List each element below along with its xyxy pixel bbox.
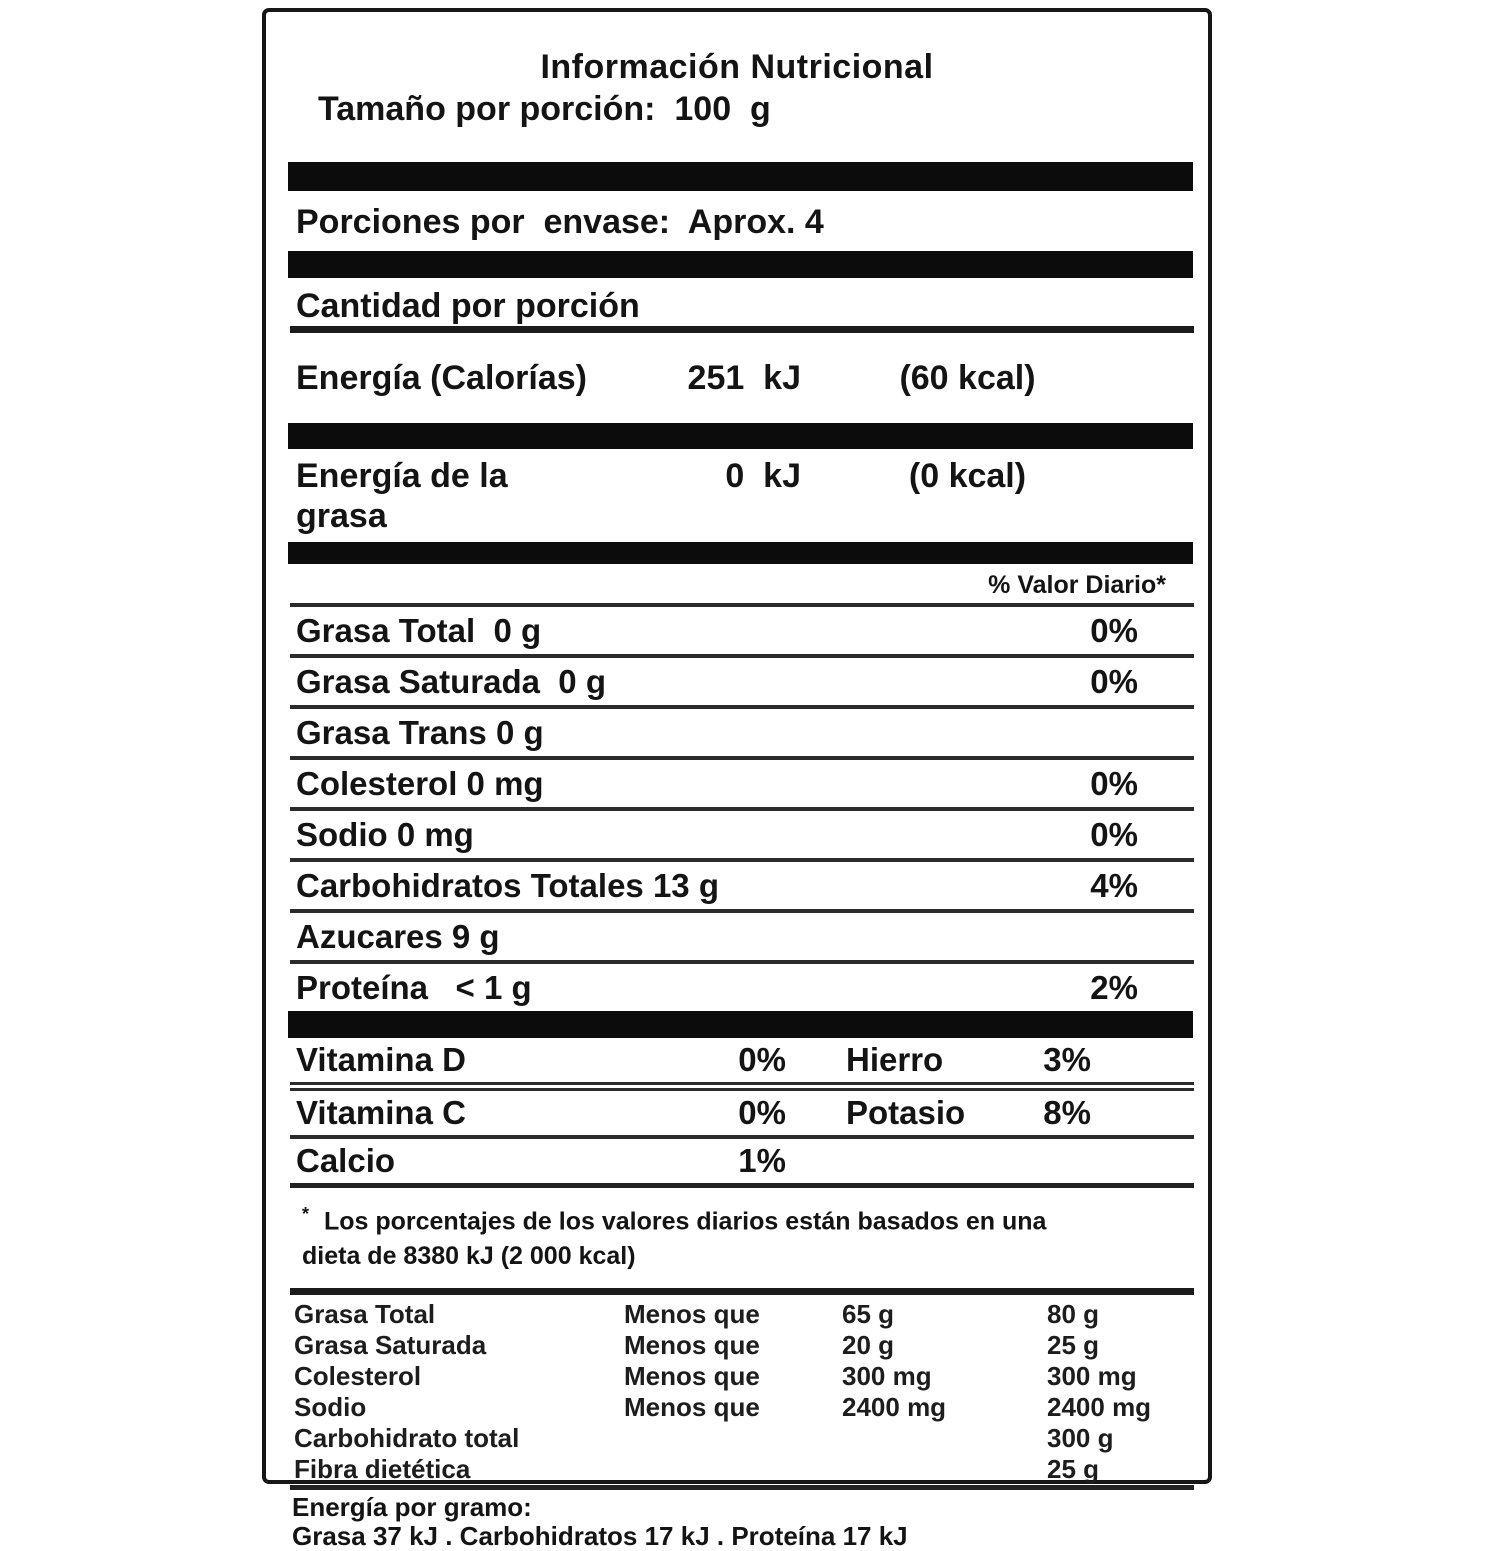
energy-from-fat-row: [266, 456, 1208, 536]
daily-value-footnote: [266, 1198, 1208, 1273]
panel-title: Información Nutricional: [540, 48, 934, 86]
vitamin-name: Vitamina C: [296, 1094, 466, 1131]
daily-value-header: % Valor Diario*: [988, 571, 1166, 599]
amount-per-serving-row: [266, 286, 1208, 326]
vitamin-row-c-potassium: [266, 1091, 1208, 1135]
vitamin-value: 0%: [738, 1041, 786, 1078]
divider-bar: [288, 542, 1193, 564]
nutrient-daily-value: 0%: [1090, 611, 1138, 649]
divider-bar: [288, 251, 1193, 278]
energy-kj-value: 0 kJ: [725, 457, 801, 495]
reference-row-sodium: [266, 1392, 1208, 1423]
reference-name: Colesterol: [294, 1361, 422, 1392]
reference-value-2500: 2400 mg: [1047, 1392, 1152, 1423]
energy-per-gram-values: Grasa 37 kJ . Carbohidratos 17 kJ . Proteína 17 kJ: [292, 1521, 908, 1551]
nutrient-row-total-fat: [266, 607, 1208, 654]
nutrient-label: Proteína < 1 g: [296, 968, 532, 1006]
vitamin-row-calcium: [266, 1139, 1208, 1183]
energy-label: Energía de la grasa: [296, 457, 508, 535]
reference-value-2000: 65 g: [842, 1299, 895, 1330]
nutrient-row-total-carbohydrate: [266, 862, 1208, 909]
reference-values-table: [266, 1299, 1208, 1485]
separator-line-double: [290, 1082, 1194, 1091]
footnote-line-1: * Los porcentajes de los valores diarios están basados en una: [302, 1204, 1047, 1236]
reference-condition: Menos que: [624, 1361, 760, 1392]
reference-name: Sodio: [294, 1392, 367, 1423]
nutrient-daily-value: 0%: [1090, 815, 1138, 853]
divider-bar: [288, 423, 1193, 449]
nutrient-row-protein: [266, 964, 1208, 1011]
vitamin-value: 8%: [1043, 1094, 1091, 1131]
reference-name: Fibra dietética: [294, 1454, 471, 1485]
vitamin-value: 1%: [738, 1142, 786, 1179]
energy-kj-value: 251 kJ: [687, 359, 801, 397]
divider-bar: [288, 1011, 1193, 1038]
reference-name: Carbohidrato total: [294, 1423, 520, 1454]
nutrient-label: Colesterol 0 mg: [296, 764, 544, 802]
nutrient-row-trans-fat: [266, 709, 1208, 756]
reference-row-saturated-fat: [266, 1330, 1208, 1361]
separator-line: [290, 1288, 1194, 1295]
energy-label: Energía (Calorías): [296, 359, 587, 397]
nutrient-daily-value: 0%: [1090, 764, 1138, 802]
energy-per-gram-section: [266, 1493, 1208, 1551]
nutrient-row-sodium: [266, 811, 1208, 858]
separator-line: [290, 1485, 1194, 1490]
energy-row: [266, 358, 1208, 398]
reference-name: Grasa Saturada: [294, 1330, 487, 1361]
reference-condition: Menos que: [624, 1330, 760, 1361]
footnote-asterisk: *: [302, 1204, 310, 1224]
vitamin-name: Calcio: [296, 1142, 396, 1179]
divider-bar: [288, 162, 1193, 191]
reference-row-total-fat: [266, 1299, 1208, 1330]
nutrient-label: Sodio 0 mg: [296, 815, 474, 853]
reference-value-2500: 300 g: [1047, 1423, 1114, 1454]
reference-row-total-carbohydrate: [266, 1423, 1208, 1454]
nutrient-daily-value: 0%: [1090, 662, 1138, 700]
reference-value-2500: 300 mg: [1047, 1361, 1137, 1392]
reference-row-dietary-fiber: [266, 1454, 1208, 1485]
servings-per-container-row: [266, 202, 1208, 242]
reference-value-2500: 25 g: [1047, 1454, 1100, 1485]
vitamin-name: Vitamina D: [296, 1041, 466, 1078]
vitamin-name: Hierro: [846, 1041, 944, 1078]
nutrient-daily-value: 4%: [1090, 866, 1138, 904]
energy-kcal-value: (0 kcal): [908, 457, 1027, 495]
reference-value-2500: 25 g: [1047, 1330, 1100, 1361]
vitamin-row-d-iron: [266, 1038, 1208, 1082]
serving-size-text: Tamaño por porción: 100 g: [318, 90, 771, 128]
energy-kcal-value: (60 kcal): [899, 359, 1036, 397]
energy-per-gram-title: Energía por gramo:: [292, 1492, 532, 1523]
nutrition-facts-panel: [262, 8, 1212, 1551]
nutrient-row-cholesterol: [266, 760, 1208, 807]
vitamin-name: Potasio: [846, 1094, 966, 1131]
nutrient-row-saturated-fat: [266, 658, 1208, 705]
nutrient-label: Grasa Total 0 g: [296, 611, 542, 649]
reference-value-2000: 300 mg: [842, 1361, 932, 1392]
reference-name: Grasa Total: [294, 1299, 436, 1330]
separator-line: [290, 1183, 1194, 1188]
nutrient-label: Azucares 9 g: [296, 917, 500, 955]
reference-value-2000: 20 g: [842, 1330, 895, 1361]
reference-value-2500: 80 g: [1047, 1299, 1100, 1330]
reference-condition: Menos que: [624, 1299, 760, 1330]
nutrient-label: Grasa Trans 0 g: [296, 713, 544, 751]
serving-size-row: [266, 88, 1208, 130]
separator-line: [290, 326, 1194, 333]
reference-value-2000: 2400 mg: [842, 1392, 947, 1423]
reference-row-cholesterol: [266, 1361, 1208, 1392]
footnote-line-2: dieta de 8380 kJ (2 000 kcal): [302, 1242, 636, 1271]
vitamin-value: 3%: [1043, 1041, 1091, 1078]
amount-per-serving-text: Cantidad por porción: [296, 287, 640, 325]
nutrient-daily-value: 2%: [1090, 968, 1138, 1006]
reference-condition: Menos que: [624, 1392, 760, 1423]
vitamin-value: 0%: [738, 1094, 786, 1131]
nutrient-label: Grasa Saturada 0 g: [296, 662, 606, 700]
servings-per-container-text: Porciones por envase: Aprox. 4: [296, 203, 824, 241]
nutrient-row-sugars: [266, 913, 1208, 960]
nutrient-label: Carbohidratos Totales 13 g: [296, 866, 719, 904]
